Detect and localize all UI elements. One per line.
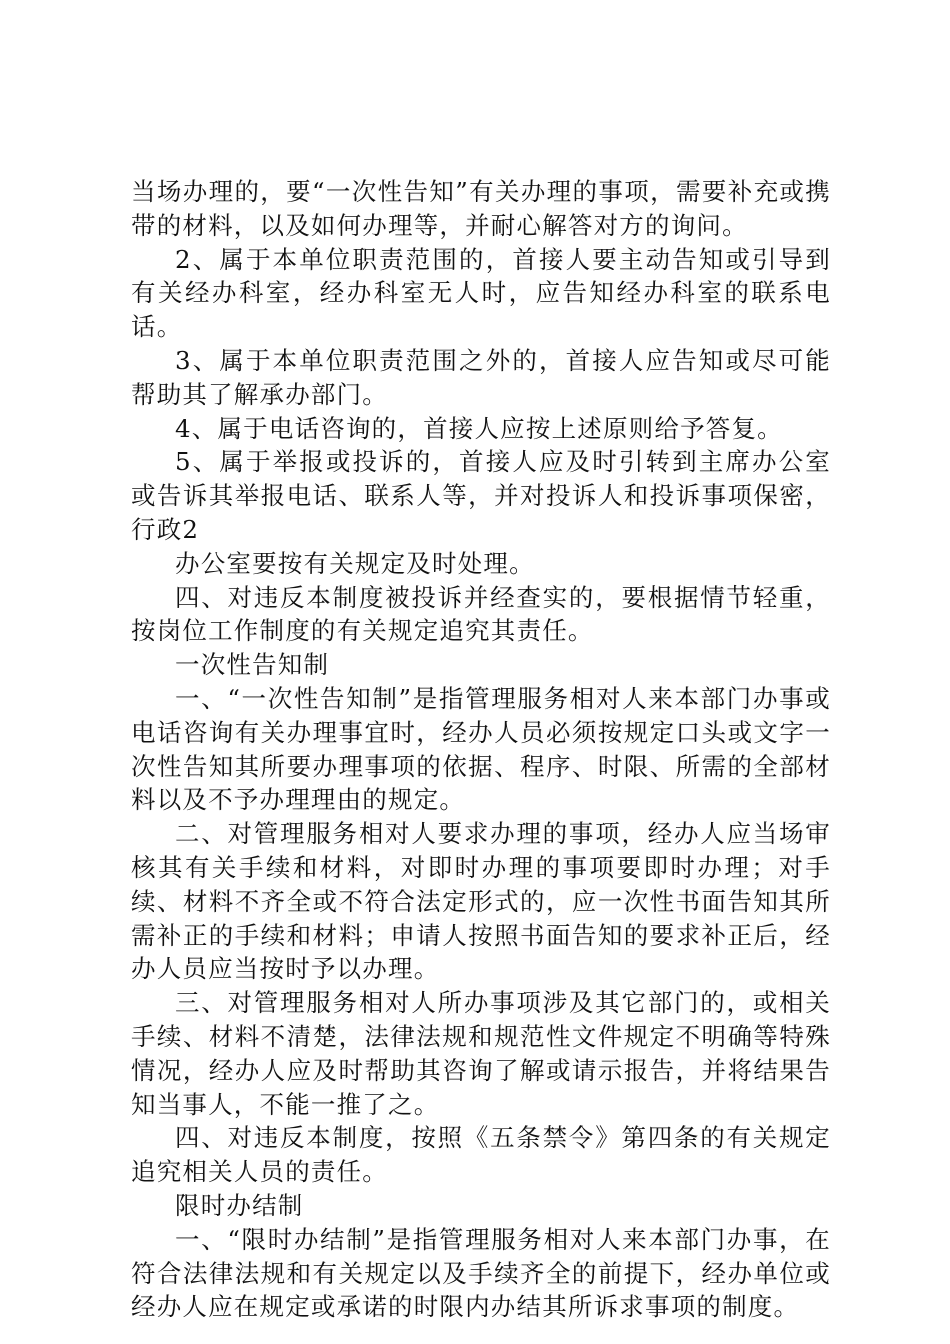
paragraph-2: 2、属于本单位职责范围的，首接人要主动告知或引导到有关经办科室，经办科室无人时，应告知经办科室的联系电话。 [131,244,831,342]
paragraph-9: 一、“一次性告知制”是指管理服务相对人来本部门办事或电话咨询有关办理事宜时，经办人员必须按规定口头或文字一次性告知其所要办理事项的依据、程序、时限、所需的全部材料以及不予办理理由的规定。 [131,683,831,815]
paragraph-5: 5、属于举报或投诉的，首接人应及时引转到主席办公室或告诉其举报电话、联系人等，并对投诉人和投诉事项保密，行政2 [131,447,831,544]
paragraph-11: 三、对管理服务相对人所办事项涉及其它部门的，或相关手续、材料不清楚，法律法规和规范性文件规定不明确等特殊情况，经办人应及时帮助其咨询了解或请示报告，并将结果告知当事人，不能一推了之。 [131,988,831,1119]
paragraph-1: 当场办理的，要“一次性告知”有关办理的事项，需要补充或携带的材料，以及如何办理等，并耐心解答对方的询问。 [131,177,831,240]
paragraph-3: 3、属于本单位职责范围之外的，首接人应告知或尽可能帮助其了解承办部门。 [131,345,831,409]
paragraph-4: 4、属于电话咨询的，首接人应按上述原则给予答复。 [175,413,783,443]
document-body [131,175,831,1324]
section-title-one-time-notice: 一次性告知制 [175,650,330,680]
paragraph-6: 办公室要按有关规定及时处理。 [175,548,535,578]
paragraph-10: 二、对管理服务相对人要求办理的事项，经办人应当场审核其有关手续和材料，对即时办理的事项要即时办理；对手续、材料不齐全或不符合法定形式的，应一次性书面告知其所需补正的手续和材料；申请人按照书面告知的要求补正后，经办人员应当按时予以办理。 [131,819,831,984]
paragraph-12: 四、对违反本制度，按照《五条禁令》第四条的有关规定追究相关人员的责任。 [131,1123,831,1187]
paragraph-7: 四、对违反本制度被投诉并经查实的，要根据情节轻重，按岗位工作制度的有关规定追究其责任。 [131,582,831,646]
paragraph-14: 一、“限时办结制”是指管理服务相对人来本部门办事，在符合法律法规和有关规定以及手续齐全的前提下，经办单位或经办人应在规定或承诺的时限内办结其所诉求事项的制度。 [131,1224,831,1322]
section-title-time-limit: 限时办结制 [175,1190,304,1220]
